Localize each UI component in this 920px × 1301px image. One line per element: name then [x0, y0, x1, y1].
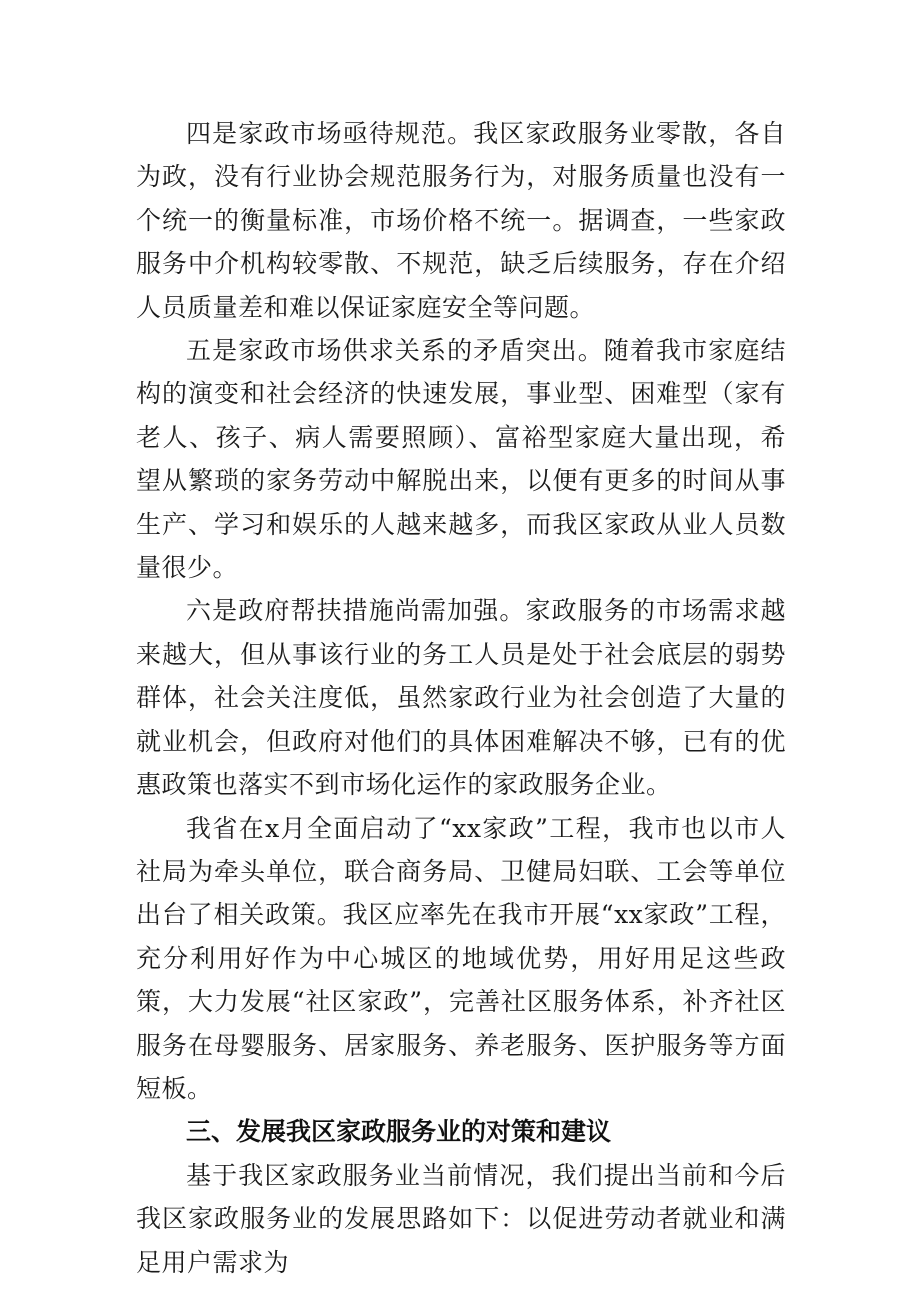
paragraph-market-regulation: 四是家政市场亟待规范。我区家政服务业零散，各自为政，没有行业协会规范服务行为，对服务质量也没有一个统一的衡量标准，市场价格不统一。据调查，一些家政服务中介机构较零散、不规范，缺乏后续服务，存在介绍人员质量差和难以保证家庭安全等问题。 [136, 119, 786, 322]
section-heading: 三、发展我区家政服务业的对策和建议 [186, 1117, 612, 1147]
paragraph-province-project: 我省在x月全面启动了“xx家政”工程，我市也以市人社局为牵头单位，联合商务局、卫健局妇联、工会等单位出台了相关政策。我区应率先在我市开展“xx家政”工程，充分利用好作为中心城区的地域优势，用好用足这些政策，大力发展“社区家政”，完善社区服务体系，补齐社区服务在母婴服务、居家服务、养老服务、医护服务等方面短板。 [136, 813, 786, 1103]
paragraph-supply-demand: 五是家政市场供求关系的矛盾突出。随着我市家庭结构的演变和社会经济的快速发展，事业型、困难型（家有老人、孩子、病人需要照顾）、富裕型家庭大量出现，希望从繁琐的家务劳动中解脱出来，以便有更多的时间从事生产、学习和娱乐的人越来越多，而我区家政从业人员数量很少。 [136, 336, 786, 583]
paragraph-government-support: 六是政府帮扶措施尚需加强。家政服务的市场需求越来越大，但从事该行业的务工人员是处于社会底层的弱势群体，社会关注度低，虽然家政行业为社会创造了大量的就业机会，但政府对他们的具体困难解决不够，已有的优惠政策也落实不到市场化运作的家政服务企业。 [136, 596, 786, 800]
document-body [136, 112, 786, 1284]
paragraph-development-approach: 基于我区家政服务业当前情况，我们提出当前和今后我区家政服务业的发展思路如下：以促进劳动者就业和满足用户需求为 [136, 1160, 786, 1277]
